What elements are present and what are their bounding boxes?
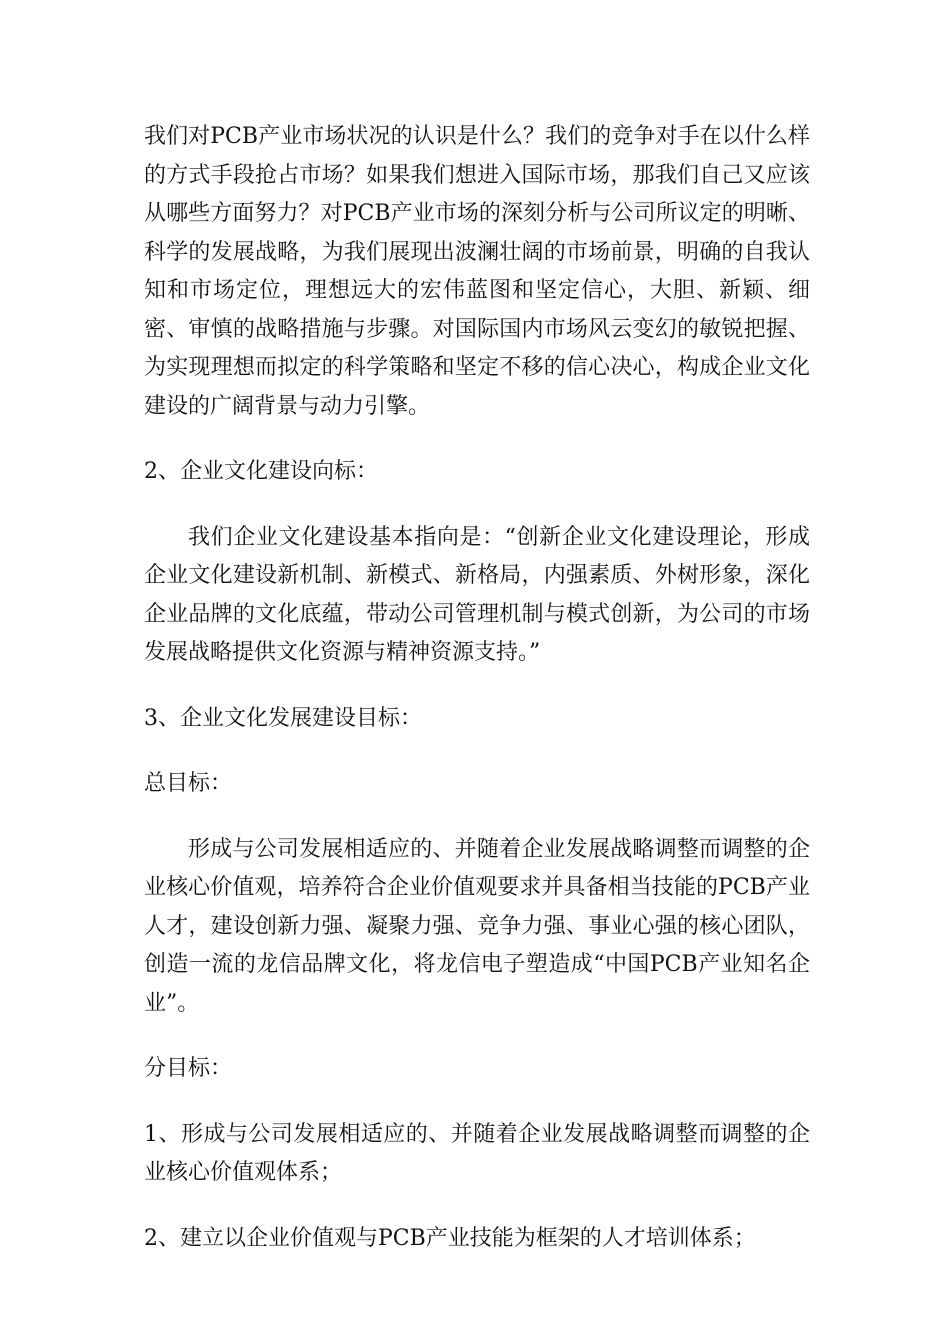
document-body (144, 118, 810, 1285)
paragraph-culture-direction: 我们企业文化建设基本指向是：“创新企业文化建设理论，形成企业文化建设新机制、新模式、新格局，内强素质、外树形象，深化企业品牌的文化底蕴，带动公司管理机制与模式创新，为公司的市场发展战略提供文化资源与精神资源支持。” (144, 524, 810, 665)
paragraph-overall-goal: 形成与公司发展相适应的、并随着企业发展战略调整而调整的企业核心价值观，培养符合企业价值观要求并具备相当技能的PCB产业人才，建设创新力强、凝聚力强、竞争力强、事业心强的核心团队，创造一流的龙信品牌文化，将龙信电子塑造成“中国PCB产业知名企业”。 (144, 836, 810, 1016)
paragraph-market-analysis: 我们对PCB产业市场状况的认识是什么？我们的竞争对手在以什么样的方式手段抢占市场？如果我们想进入国际市场，那我们自己又应该从哪些方面努力？对PCB产业市场的深刻分析与公司所议定的明晰、科学的发展战略，为我们展现出波澜壮阔的市场前景，明确的自我认知和市场定位，理想远大的宏伟蓝图和坚定信心，大胆、新颖、细密、审慎的战略措施与步骤。对国际国内市场风云变幻的敏锐把握、为实现理想而拟定的科学策略和坚定不移的信心决心，构成企业文化建设的广阔背景与动力引擎。 (144, 124, 810, 419)
heading-sub-goals: 分目标： (144, 1056, 233, 1081)
list-item-sub-goal-1: 1、形成与公司发展相适应的、并随着企业发展战略调整而调整的企业核心价值观体系； (144, 1121, 810, 1185)
heading-overall-goal: 总目标： (144, 771, 233, 796)
heading-culture-goals: 3、企业文化发展建设目标： (144, 705, 422, 731)
heading-culture-direction: 2、企业文化建设向标： (144, 459, 378, 484)
list-item-sub-goal-2: 2、建立以企业价值观与PCB产业技能为框架的人才培训体系； (144, 1225, 756, 1251)
